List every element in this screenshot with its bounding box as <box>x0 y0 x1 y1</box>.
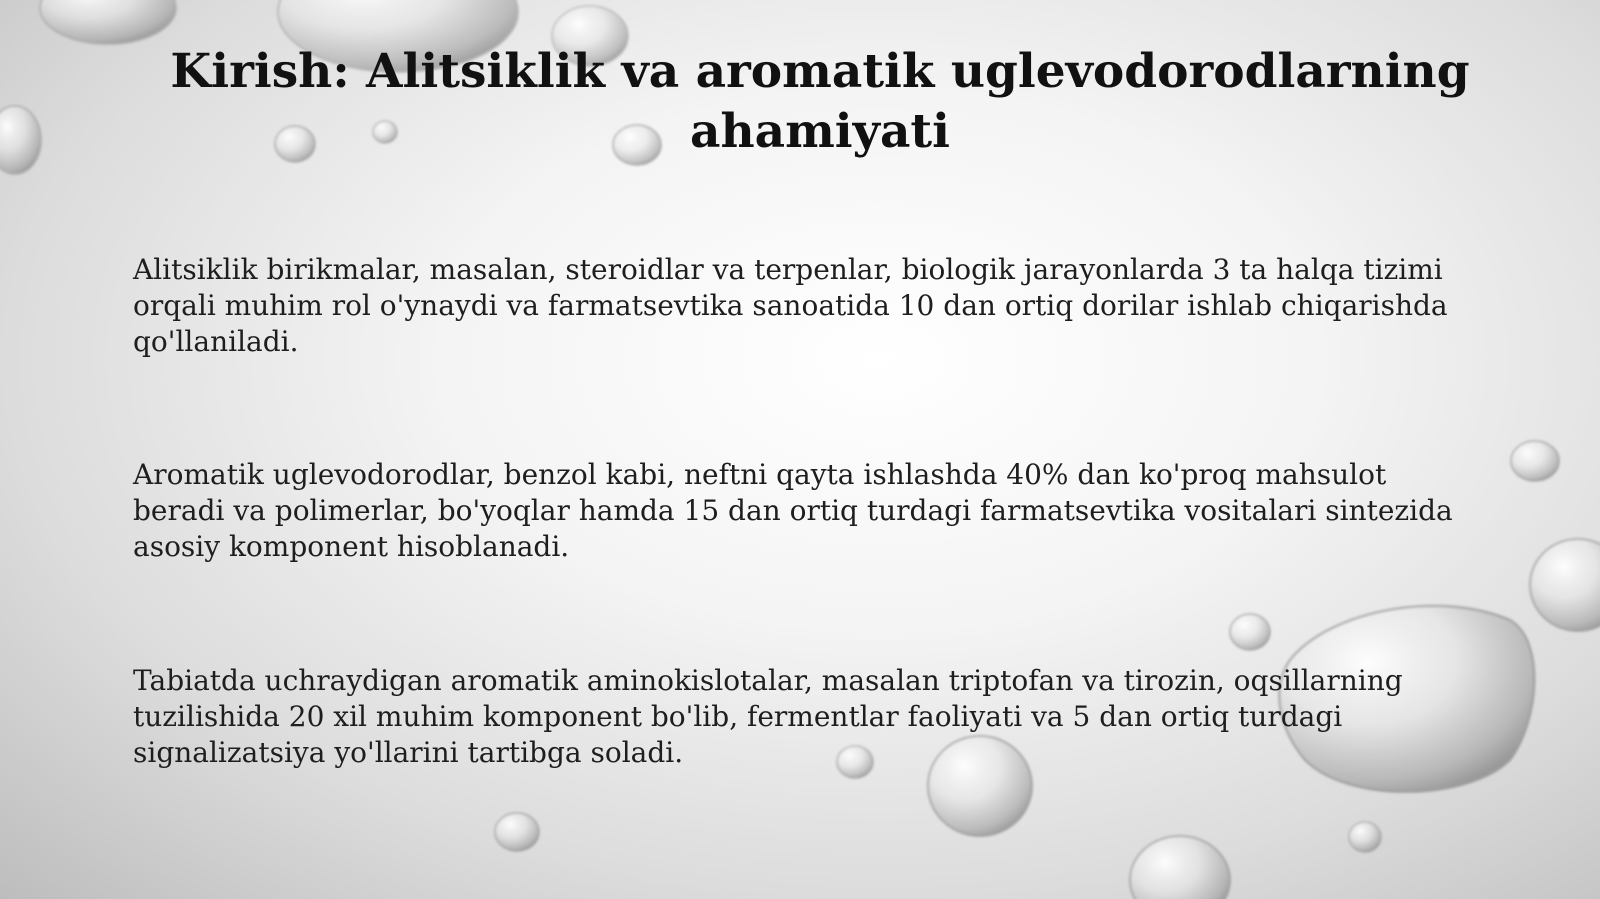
droplet <box>1130 836 1230 899</box>
droplet <box>495 813 539 851</box>
slide-title: Kirish: Alitsiklik va aromatik uglevodorodlarning ahamiyati <box>170 44 1470 159</box>
paragraph-aromatic-amino-acids: Tabiatda uchraydigan aromatik aminokislotalar, masalan triptofan va tirozin, oqsillarning tuzilishida 20 xil muhim komponent bo'lib, fermentlar faoliyati va 5 dan ortiq turdagi signalizatsiya yo'llarini tartibga soladi. <box>133 664 1403 769</box>
droplet <box>1511 441 1559 481</box>
droplet <box>1349 822 1381 852</box>
paragraph-aromatic-hydrocarbons: Aromatik uglevodorodlar, benzol kabi, neftni qayta ishlashda 40% dan ko'proq mahsulot beradi va polimerlar, bo'yoqlar hamda 15 dan ortiq turdagi farmatsevtika vositalari sintezida asosiy komponent hisoblanadi. <box>133 458 1453 563</box>
droplet <box>0 106 41 174</box>
droplet <box>1230 614 1270 650</box>
droplet <box>1530 539 1600 631</box>
paragraph-alicyclic: Alitsiklik birikmalar, masalan, steroidlar va terpenlar, biologik jarayonlarda 3 ta halqa tizimi orqali muhim rol o'ynaydi va farmatsevtika sanoatida 10 dan ortiq dorilar ishlab chiqarishda qo'llaniladi. <box>133 253 1448 358</box>
droplet <box>40 0 176 44</box>
